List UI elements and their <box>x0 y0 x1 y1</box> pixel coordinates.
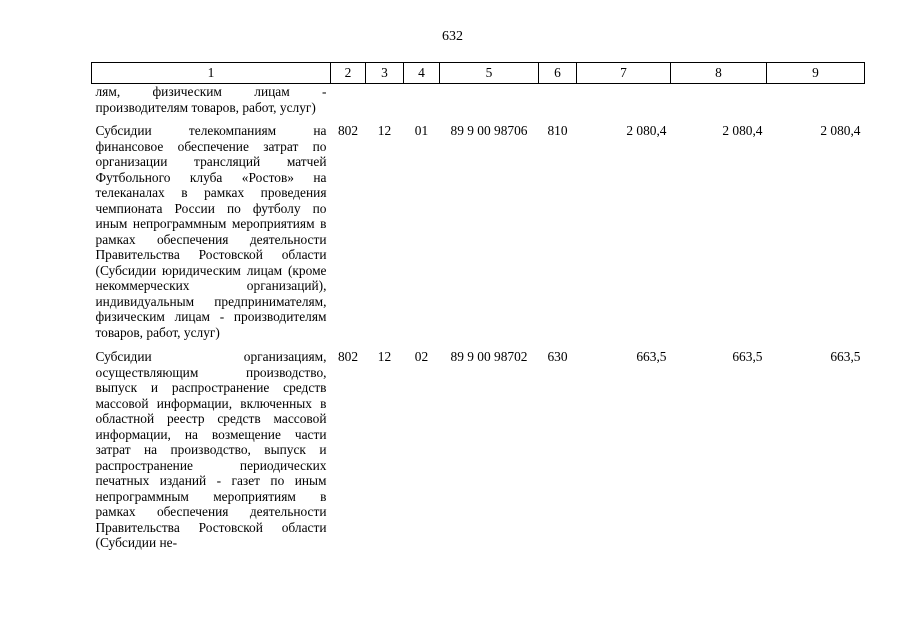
column-header: 6 <box>539 63 577 84</box>
row-description: Субсидии телекомпаниям на финансовое обеспечение затрат по организации трансляций матчей Футбольного клуба «Ростов» на телеканалах в рамках проведения чемпионата России по футболу по иным непрограммным мероприятиям в рамках обеспечения деятельности Правительства Ростовской области (Субсидии юридическим лицам (кроме некоммерческих организаций), индивидуальным предпринимателям, физическим лицам - производителям товаров, работ, услуг) <box>95 123 327 340</box>
cell-section-code: 12 <box>377 123 392 138</box>
cell-ministry-code: 802 <box>337 349 359 364</box>
cell-amount: 2 080,4 <box>626 123 667 138</box>
column-header: 9 <box>767 63 865 84</box>
cell-subsection-code: 01 <box>414 123 429 138</box>
column-header: 4 <box>404 63 440 84</box>
cell-amount: 663,5 <box>732 349 763 364</box>
column-header: 3 <box>366 63 404 84</box>
cell-subsection-code: 02 <box>414 349 429 364</box>
row-description: лям, физическим лицам - производителям товаров, работ, услуг) <box>95 84 327 115</box>
cell-expense-type: 810 <box>547 123 568 138</box>
budget-table <box>91 62 865 560</box>
cell-amount: 2 080,4 <box>820 123 861 138</box>
row-description: Субсидии организациям, осуществляющим производство, выпуск и распространение средств массовой информации, включенных в областной реестр средств массовой информации, на возмещение части затрат на производство, выпуск и распространение периодических печатных изданий - газет по иным непрограммным мероприятиям в рамках обеспечения деятельности Правительства Ростовской области (Субсидии не- <box>95 349 327 550</box>
cell-section-code: 12 <box>377 349 392 364</box>
column-header: 1 <box>92 63 331 84</box>
cell-ministry-code: 802 <box>337 123 359 138</box>
column-header: 2 <box>331 63 366 84</box>
cell-amount: 2 080,4 <box>722 123 763 138</box>
column-header: 5 <box>440 63 539 84</box>
cell-target-article: 89 9 00 98702 <box>450 349 528 364</box>
table-row <box>92 123 865 349</box>
column-header: 7 <box>577 63 671 84</box>
cell-amount: 663,5 <box>830 349 861 364</box>
cell-target-article: 89 9 00 98706 <box>450 123 528 138</box>
page-number: 632 <box>442 29 463 44</box>
table-header-row <box>92 63 865 84</box>
cell-amount: 663,5 <box>636 349 667 364</box>
column-header: 8 <box>671 63 767 84</box>
cell-expense-type: 630 <box>547 349 568 364</box>
table-row <box>92 349 865 560</box>
table-row <box>92 84 865 124</box>
